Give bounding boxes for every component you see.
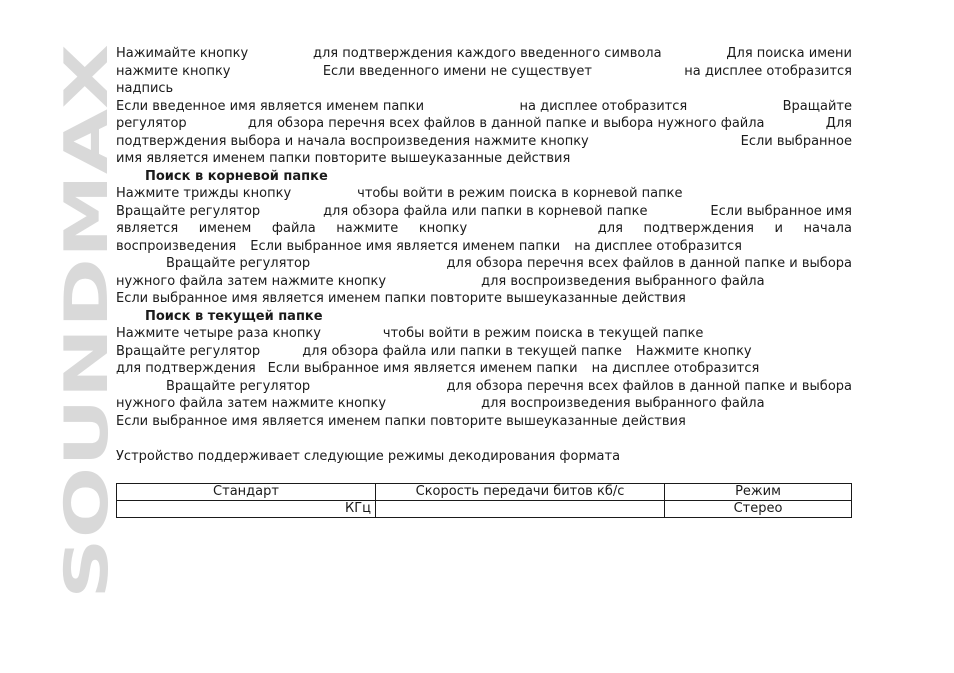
text-line [116,220,852,238]
text-fragment: для обзора перечня всех файлов в данной папке и выбора [446,256,852,271]
soundmax-logo-graphic [52,44,122,599]
text-fragment: именем [198,221,252,236]
text-line [116,45,852,63]
text-fragment: имя является именем папки повторите вышеуказанные действия [116,151,571,166]
text-fragment: Вращайте регулятор [116,203,261,219]
text-line [116,325,852,343]
table-header-cell: Скорость передачи битов кб/с [376,484,665,501]
text-fragment: Вращайте регулятор [166,378,311,394]
text-line [116,378,852,396]
text-fragment: Если выбранное имя является именем папки повторите вышеуказанные действия [116,291,686,306]
text-fragment: подтверждения выбора и начала воспроизведения нажмите кнопку [116,133,589,149]
text-fragment: на дисплее отобразится [574,238,742,254]
text-fragment: Нажмите кнопку [635,343,752,359]
text-fragment: Если выбранное [740,133,852,149]
text-fragment: и [774,221,783,236]
text-fragment: Нажмите четыре раза кнопку [116,326,321,341]
text-fragment: Устройство поддерживает следующие режимы декодирования формата [116,448,621,464]
text-line [116,185,852,203]
text-fragment: Вращайте регулятор [116,343,261,359]
text-fragment: Нажимайте кнопку [116,46,249,61]
text-line [116,80,852,98]
text-line [116,255,852,273]
table-cell: КГц [117,501,376,518]
text-fragment: нужного файла затем нажмите кнопку [116,273,387,289]
text-line [116,395,852,413]
text-line [116,150,852,168]
text-fragment: Если введенное имя является именем папки [116,98,425,114]
text-fragment: нажмите кнопку [116,63,231,79]
text-fragment: на дисплее отобразится [684,63,852,79]
table-cell: Стерео [665,501,852,518]
text-fragment: Вращайте [782,98,852,114]
text-line [116,203,852,221]
table-header-cell: Режим [665,484,852,501]
text-line [116,413,852,431]
text-fragment: для обзора перечня всех файлов в данной папке и выбора нужного файла [247,116,765,131]
manual-text [116,45,852,465]
text-fragment: Если выбранное имя является именем папки [250,238,561,254]
text-fragment: файла [271,221,316,236]
table-header-row [117,484,852,501]
text-fragment: чтобы войти в режим поиска в корневой папке [357,186,683,201]
table-row [117,501,852,518]
text-line [116,343,852,361]
text-line [116,63,852,81]
text-fragment: воспроизведения [116,238,237,254]
text-fragment: Если выбранное имя [710,203,852,219]
text-fragment: Для поиска имени [726,46,852,61]
logo-text: SOUNDMAX [52,203,122,599]
text-line [116,360,852,378]
text-line [116,133,852,151]
text-line [116,273,852,291]
text-fragment: Нажмите трижды кнопку [116,186,292,201]
text-fragment: начала [803,221,852,236]
text-fragment: нужного файла затем нажмите кнопку [116,396,387,411]
text-fragment: кнопку [418,221,468,236]
text-line [116,290,852,308]
text-fragment: нажмите [336,221,399,236]
text-fragment: Если выбранное имя является именем папки повторите вышеуказанные действия [116,413,686,429]
text-fragment: Вращайте регулятор [166,256,311,271]
section-heading: Поиск в корневой папке [145,168,328,184]
text-fragment: Если выбранное имя является именем папки [267,361,578,376]
text-fragment: для обзора файла или папки в корневой папке [323,203,648,219]
text-fragment: для подтверждения каждого введенного символа [312,46,662,61]
section-heading: Поиск в текущей папке [145,308,323,324]
text-fragment: Для [825,116,852,131]
text-fragment: чтобы войти в режим поиска в текущей папке [382,326,704,341]
text-fragment: подтверждения [643,221,754,236]
text-fragment: для подтверждения [116,361,256,376]
text-fragment: для воспроизведения выбранного файла [481,396,765,411]
text-fragment: регулятор [116,116,187,131]
text-fragment: на дисплее отобразится [591,361,760,376]
table-cell [376,501,665,518]
text-fragment: для обзора перечня всех файлов в данной папке и выбора [446,378,852,394]
table-header-cell: Стандарт [117,484,376,501]
text-fragment: надпись [116,81,174,96]
text-fragment: для воспроизведения выбранного файла [481,273,765,289]
text-fragment: на дисплее отобразится [519,98,688,114]
soundmax-logo [52,44,122,599]
text-fragment: Если введенного имени не существует [322,63,592,79]
text-line [116,115,852,133]
text-line [116,238,852,256]
text-line [116,98,852,116]
text-fragment: для [597,221,623,236]
text-fragment: является [116,221,179,236]
blank-line [116,430,852,448]
text-fragment: для обзора файла или папки в текущей папке [302,343,622,359]
text-line [116,448,852,466]
decoding-modes-table [116,483,852,518]
